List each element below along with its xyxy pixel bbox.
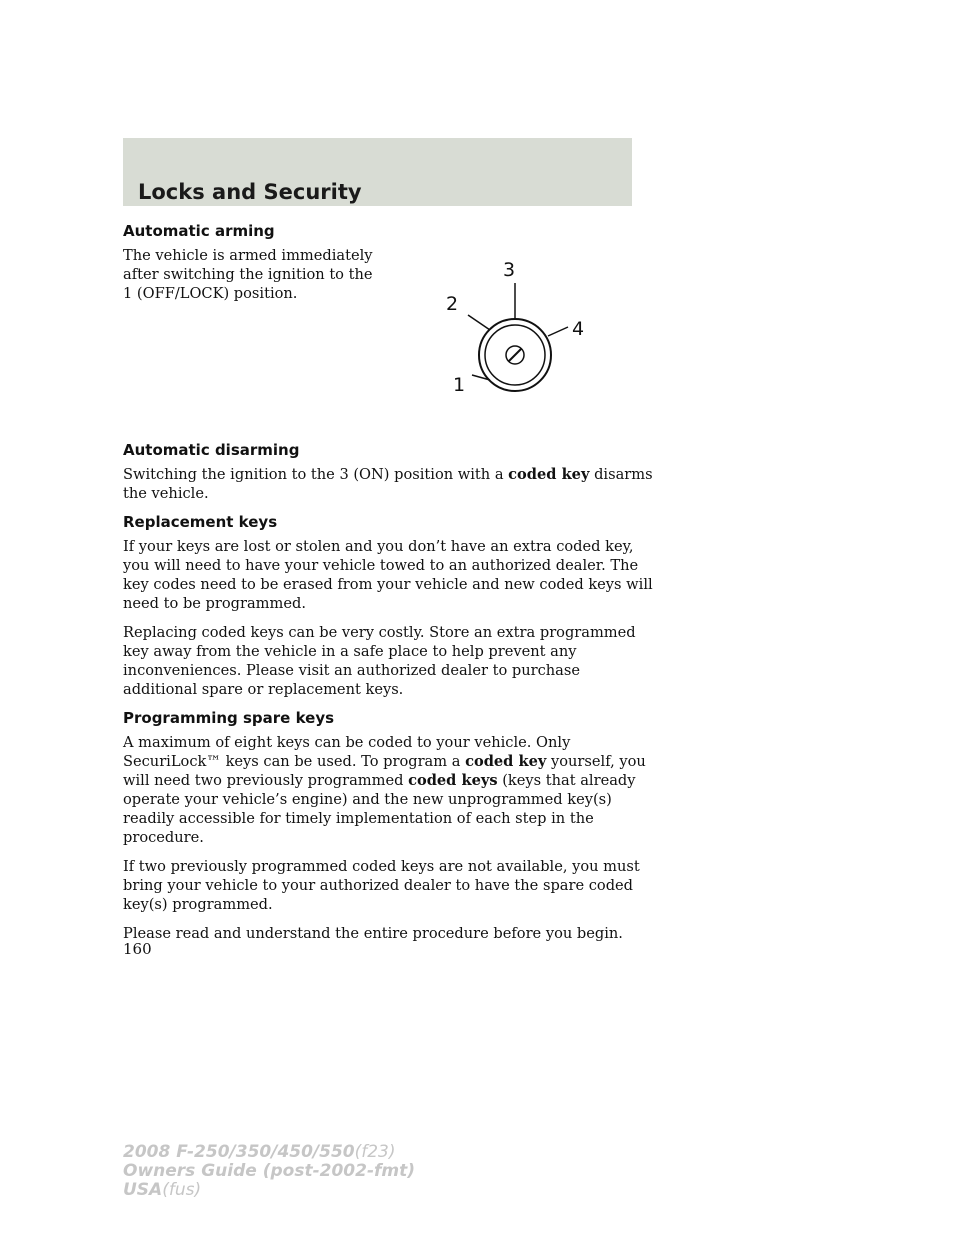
heading-programming-spare-keys: Programming spare keys — [123, 709, 335, 727]
programming-p3: Please read and understand the entire procedure before you begin. — [123, 925, 623, 942]
footer — [123, 1143, 415, 1200]
heading-replacement-keys: Replacement keys — [123, 513, 278, 531]
position-label-1: 1 — [453, 374, 466, 396]
position-label-3: 3 — [503, 259, 516, 281]
arming-text: The vehicle is armed immediately after switching the ignition to the 1 (OFF/LOCK) position. — [123, 247, 373, 302]
ignition-position-diagram — [428, 253, 588, 403]
replacement-p1: If your keys are lost or stolen and you don’t have an extra coded key, you will need to have your vehicle towed to an authorized dealer. The key codes need to be erased from your vehicle and new coded keys will need to be programmed. — [123, 538, 653, 612]
disarming-text: Switching the ignition to the 3 (ON) position with a coded key disarms the vehicle. — [123, 466, 653, 502]
leader-line-4 — [548, 327, 568, 336]
position-label-4: 4 — [572, 318, 585, 340]
footer-model-line: 2008 F-250/350/450/550(f23) — [123, 1142, 396, 1162]
leader-line-2 — [468, 315, 490, 330]
replacement-p2: Replacing coded keys can be very costly. Store an extra programmed key away from the vehicle in a safe place to help prevent any inconveniences. Please visit an authorized dealer to purchase additional spare or replacement keys. — [123, 624, 636, 698]
heading-automatic-disarming: Automatic disarming — [123, 441, 300, 459]
heading-automatic-arming: Automatic arming — [123, 222, 275, 240]
footer-region-line: USA(fus) — [123, 1180, 202, 1200]
programming-p1: A maximum of eight keys can be coded to your vehicle. Only SecuriLock™ keys can be used. To program a coded key yourself, you will need two previously programmed coded keys (keys that already operate your vehicle’s engine) and the new unprogrammed key(s) readily accessible for timely implementation of each step in the procedure. — [123, 734, 646, 846]
footer-guide-line: Owners Guide (post-2002-fmt) — [123, 1161, 416, 1181]
key-slot-line — [509, 349, 521, 361]
page-number: 160 — [123, 940, 152, 958]
position-label-2: 2 — [446, 293, 459, 315]
section-title: Locks and Security — [138, 180, 362, 204]
programming-p2: If two previously programmed coded keys are not available, you must bring your vehicle to your authorized dealer to have the spare coded key(s) programmed. — [123, 858, 640, 913]
